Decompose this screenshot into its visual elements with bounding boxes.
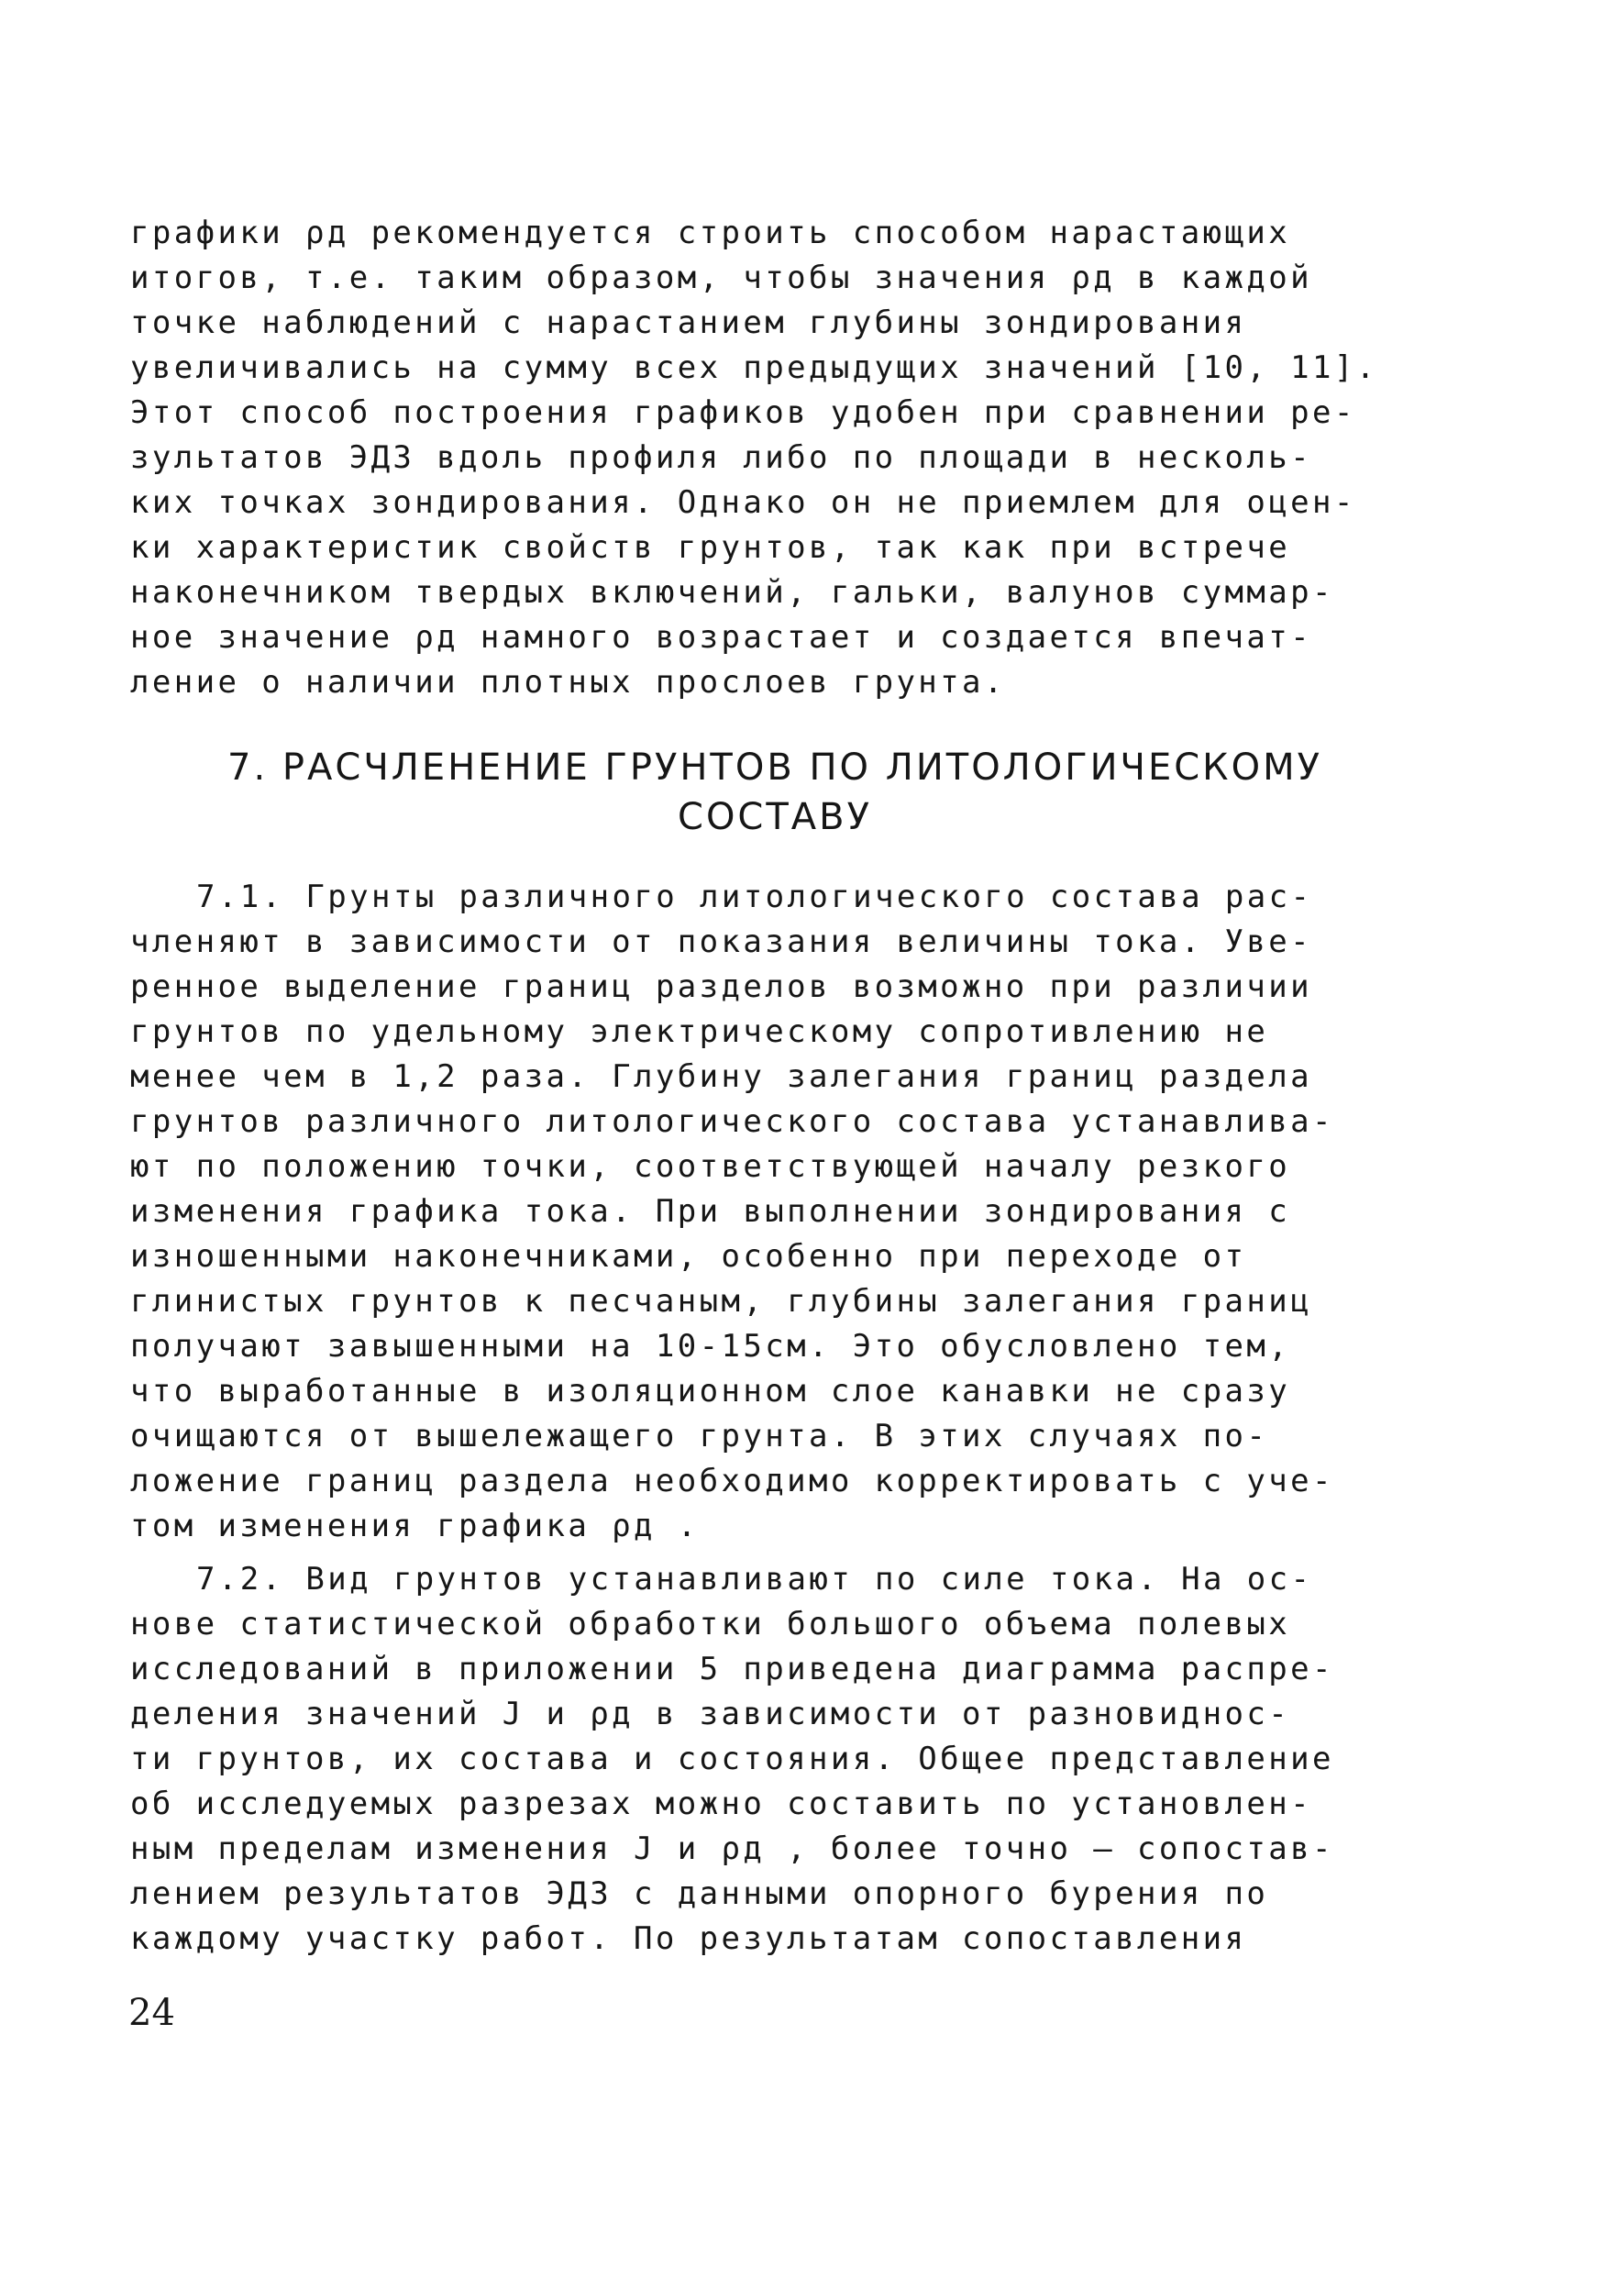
text-line: ложение границ раздела необходимо корректировать с уче- [130,1463,1334,1499]
text-line: лением результатов ЭДЗ с данными опорного бурения по [130,1875,1269,1912]
text-line: итогов, т.е. таким образом, чтобы значения ρд в каждой [130,260,1312,296]
text-line: изношенными наконечниками, особенно при переходе от [130,1238,1247,1275]
text-line: 7.2. Вид грунтов устанавливают по силе тока. На ос- [196,1561,1313,1598]
text-line: каждому участку работ. По результатам сопоставления [130,1920,1247,1957]
text-line: том изменения графика ρд . [130,1508,700,1544]
text-line: наконечником твердых включений, гальки, валунов суммар- [130,574,1334,611]
text-line: глинистых грунтов к песчаным, глубины залегания границ [130,1283,1312,1320]
text-line: грунтов по удельному электрическому сопротивлению не [130,1013,1269,1050]
section-heading-line: 7. РАСЧЛЕНЕНИЕ ГРУНТОВ ПО ЛИТОЛОГИЧЕСКОМУ [227,746,1322,789]
text-line: ление о наличии плотных прослоев грунта. [130,664,1006,701]
text-line: об исследуемых разрезах можно составить по установлен- [130,1786,1312,1822]
text-line: 7.1. Грунты различного литологического состава рас- [196,879,1313,915]
text-line: ки характеристик свойств грунтов, так как при встрече [130,529,1291,566]
text-line: ное значение ρд намного возрастает и создается впечат- [130,619,1312,656]
section-heading-line: СОСТАВУ [678,796,872,838]
text-line: ти грунтов, их состава и состояния. Общее представление [130,1741,1334,1777]
text-line: что выработанные в изоляционном слое канавки не сразу [130,1373,1291,1410]
text-line: исследований в приложении 5 приведена диаграмма распре- [130,1651,1334,1687]
text-line: нове статистической обработки большого объема полевых [130,1606,1291,1642]
text-line: очищаются от вышележащего грунта. В этих случаях по- [130,1418,1269,1454]
text-line: деления значений J и ρд в зависимости от разновиднос- [130,1696,1291,1732]
text-line: ным пределам изменения J и ρд , более точно – сопостав- [130,1830,1334,1867]
text-line: увеличивались на сумму всех предыдущих значений [10, 11]. [130,349,1378,386]
text-line: грунтов различного литологического состава устанавлива- [130,1103,1334,1140]
text-line: ких точках зондирования. Однако он не приемлем для оцен- [130,484,1356,521]
text-line: менее чем в 1,2 раза. Глубину залегания границ раздела [130,1058,1312,1095]
text-line: ренное выделение границ разделов возможно при различии [130,968,1312,1005]
text-line: зультатов ЭДЗ вдоль профиля либо по площади в несколь- [130,439,1312,476]
text-line: графики ρд рекомендуется строить способом нарастающих [130,215,1291,251]
text-line: точке наблюдений с нарастанием глубины зондирования [130,304,1247,341]
page-number: 24 [128,1992,175,2034]
text-line: члeняют в зависимости от показания величины тока. Уве- [130,923,1312,960]
text-line: получают завышенными на 10-15см. Это обусловлено тем, [130,1328,1291,1365]
text-line: ют по положению точки, соответствующей началу резкого [130,1148,1291,1185]
text-line: Этот способ построения графиков удобен при сравнении ре- [130,394,1356,431]
text-line: изменения графика тока. При выполнении зондирования с [130,1193,1291,1230]
